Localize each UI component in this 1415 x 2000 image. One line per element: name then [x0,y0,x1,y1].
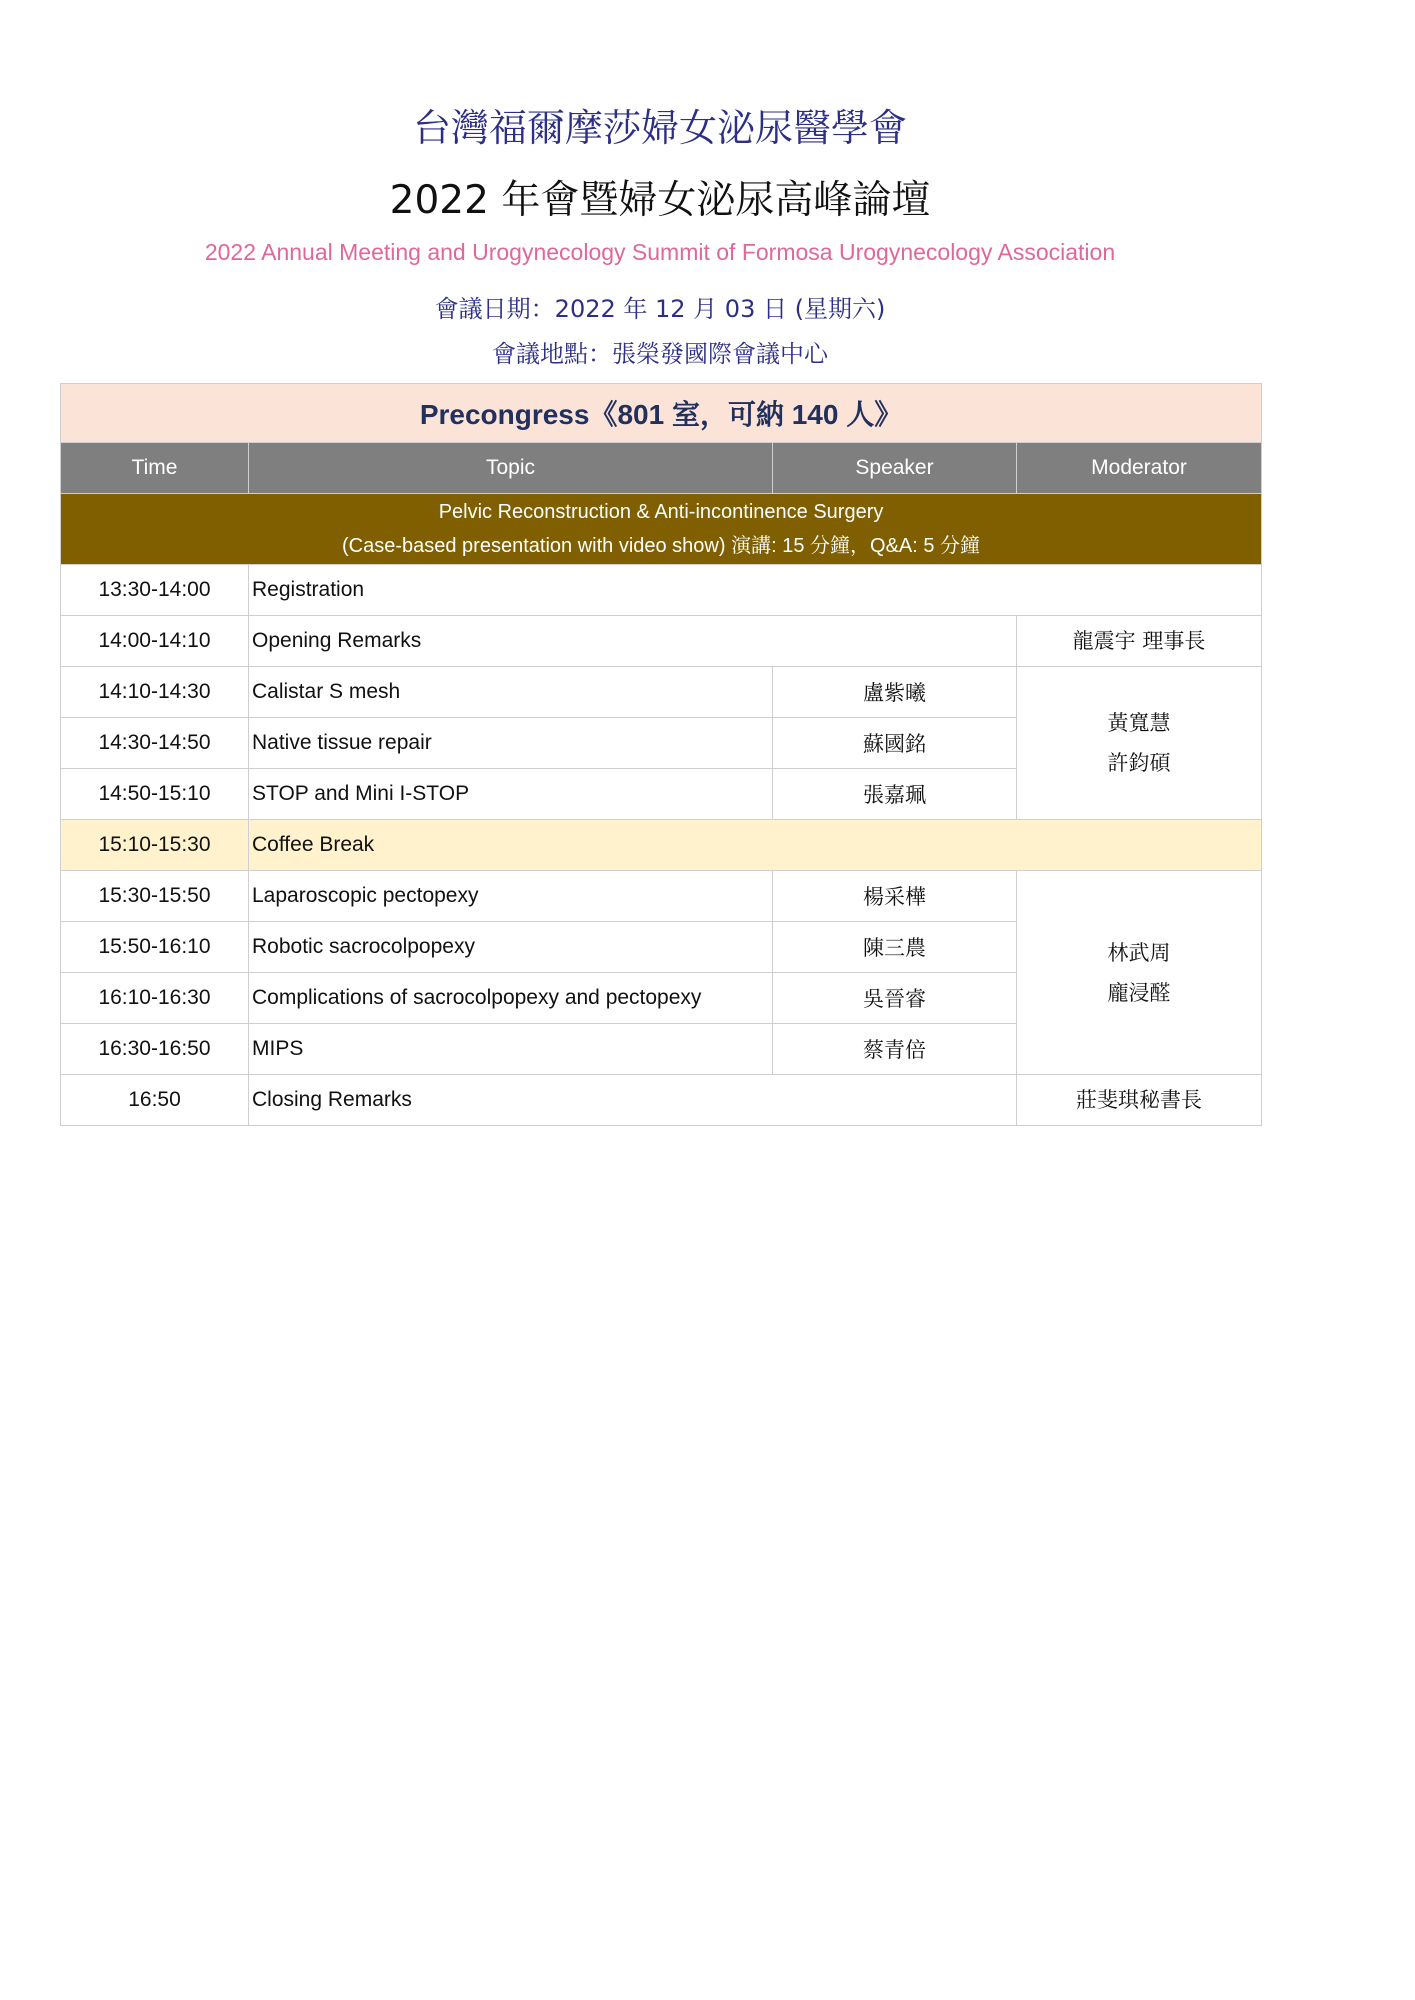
meeting-title: 2022 年會暨婦女泌尿高峰論壇 [389,178,931,223]
time-cell: 16:50 [61,1075,249,1126]
schedule-table [60,383,1262,1126]
session-title-line1: Pelvic Reconstruction & Anti-incontinence Surgery [438,501,884,523]
topic-cell: Coffee Break [249,820,1262,871]
time-cell: 15:50-16:10 [61,922,249,973]
time-cell: 14:30-14:50 [61,718,249,769]
topic-cell: Calistar S mesh [249,667,773,718]
time-cell: 15:30-15:50 [61,871,249,922]
table-row [61,871,1262,922]
time-cell: 16:10-16:30 [61,973,249,1024]
topic-cell: Opening Remarks [249,616,1017,667]
moderator-cell: 龍震宇 理事長 [1017,616,1262,667]
column-header-moderator: Moderator [1017,443,1262,494]
topic-cell: Complications of sacrocolpopexy and pectopexy [249,973,773,1024]
meeting-venue: 會議地點：張榮發國際會議中心 [492,340,828,368]
speaker-cell: 蘇國銘 [773,718,1017,769]
time-cell: 16:30-16:50 [61,1024,249,1075]
meeting-date: 會議日期：2022 年 12 月 03 日 (星期六) [434,295,886,323]
time-cell: 14:50-15:10 [61,769,249,820]
table-row [61,565,1262,616]
association-title: 台灣福爾摩莎婦女泌尿醫學會 [412,106,907,150]
topic-cell: Robotic sacrocolpopexy [249,922,773,973]
table-row [61,616,1262,667]
table-row [61,667,1262,718]
session-title [61,494,1262,565]
speaker-cell: 蔡青倍 [773,1024,1017,1075]
room-title: Precongress《801 室，可納 140 人》 [61,384,1262,443]
room-header-row [61,384,1262,443]
topic-cell: Registration [249,565,1262,616]
speaker-cell: 楊采樺 [773,871,1017,922]
topic-cell: Closing Remarks [249,1075,1017,1126]
time-cell: 15:10-15:30 [61,820,249,871]
moderator-cell [1017,871,1262,1075]
time-cell: 14:00-14:10 [61,616,249,667]
moderator-name: 許鈞碩 [1107,751,1171,775]
time-cell: 13:30-14:00 [61,565,249,616]
speaker-cell: 吳晉睿 [773,973,1017,1024]
topic-cell: STOP and Mini I-STOP [249,769,773,820]
topic-cell: Laparoscopic pectopexy [249,871,773,922]
topic-cell: MIPS [249,1024,773,1075]
session-header-row [61,494,1262,565]
moderator-cell: 莊斐琪秘書長 [1017,1075,1262,1126]
column-header-topic: Topic [249,443,773,494]
speaker-cell: 盧紫曦 [773,667,1017,718]
moderator-name: 龐浸醛 [1107,980,1171,1005]
speaker-cell: 陳三農 [773,922,1017,973]
meeting-title-english: 2022 Annual Meeting and Urogynecology Summit of Formosa Urogynecology Association [204,239,1116,265]
time-cell: 14:10-14:30 [61,667,249,718]
column-header-speaker: Speaker [773,443,1017,494]
coffee-break-row [61,820,1262,871]
moderator-name: 黃寬慧 [1107,711,1171,735]
column-header-time: Time [61,443,249,494]
speaker-cell: 張嘉珮 [773,769,1017,820]
column-header-row [61,443,1262,494]
topic-cell: Native tissue repair [249,718,773,769]
moderator-name: 林武周 [1107,940,1171,965]
table-row [61,1075,1262,1126]
session-title-line2: (Case-based presentation with video show) 演講: 15 分鐘，Q&A: 5 分鐘 [342,535,981,557]
moderator-cell [1017,667,1262,820]
